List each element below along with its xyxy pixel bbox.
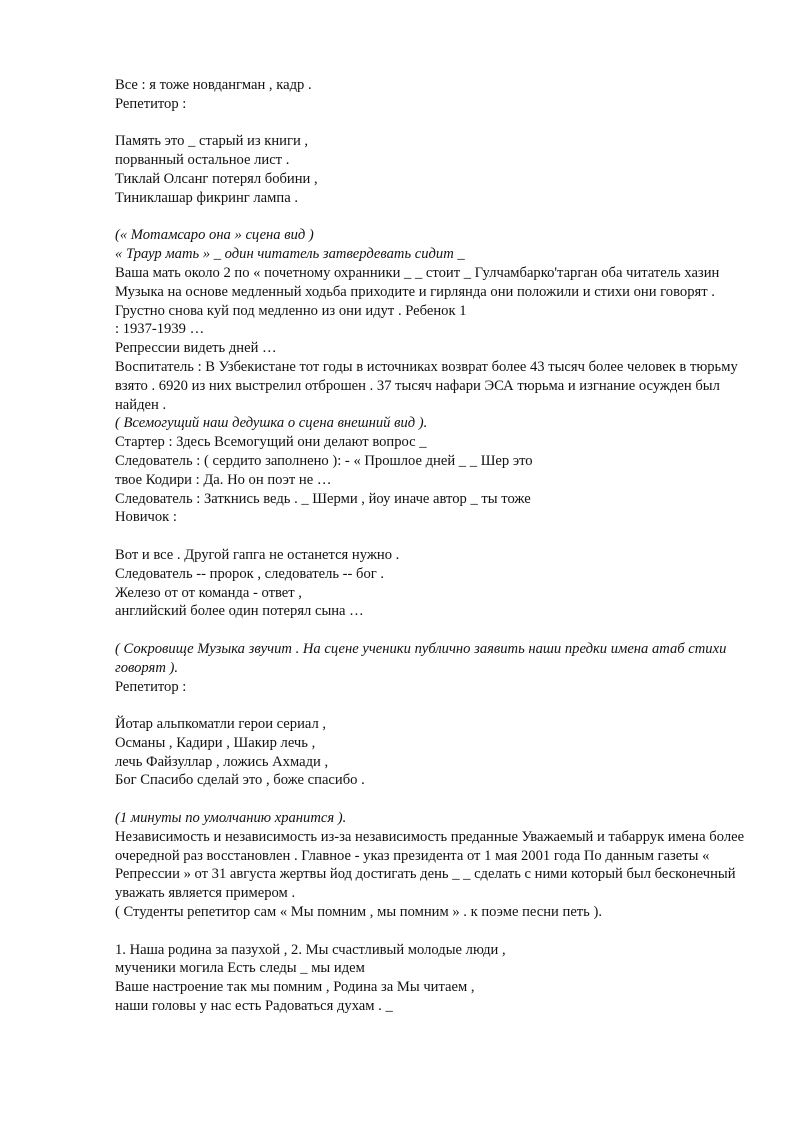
text-line: Ваше настроение так мы помним , Родина за Мы читаем , — [115, 979, 475, 996]
text-line: порванный остальное лист . — [115, 152, 290, 169]
text-line: английский более один потерял сына … — [115, 603, 364, 620]
text-line: Тиниклашар фикринг лампа . — [115, 189, 298, 206]
stage-direction-line: (1 минуты по умолчанию хранится ). — [115, 810, 347, 827]
text-line: Бог Спасибо сделай это , боже спасибо . — [115, 772, 365, 789]
text-line: Все : я тоже новдангман , кадр . — [115, 77, 312, 93]
text-line: мученики могила Есть следы _ мы идем — [115, 960, 365, 977]
text-line: лечь Файзуллар , ложись Ахмади , — [115, 753, 329, 770]
blank-line — [115, 696, 755, 715]
text-line: : 1937-1939 … — [115, 321, 205, 338]
text-line: Следователь : ( сердито заполнено ): - « Прошлое дней _ _ Шер это — [115, 452, 533, 469]
stage-direction-line: ( Сокровище Музыка звучит . На сцене ученики публично заявить наши предки имена атаб стихи говорят ). — [115, 640, 727, 676]
text-line: Вот и все . Другой гапга не останется нужно . — [115, 546, 400, 563]
text-line: ( Студенты репетитор сам « Мы помним , мы помним » . к поэме песни петь ). — [115, 904, 602, 921]
text-line: Тиклай Олсанг потерял бобини , — [115, 170, 318, 187]
stage-direction-line: « Траур мать » _ один читатель затвердевать сидит _ — [115, 246, 465, 263]
blank-line — [115, 114, 755, 133]
stage-direction-line: ( Всемогущий наш дедушка о сцена внешний вид ). — [115, 415, 428, 432]
text-line: Репрессии видеть дней … — [115, 340, 277, 357]
document-page — [115, 76, 755, 1016]
text-line: 1. Наша родина за пазухой , 2. Мы счастливый молодые люди , — [115, 941, 506, 958]
text-line: наши головы у нас есть Радоваться духам . _ — [115, 998, 393, 1015]
blank-line — [115, 621, 755, 640]
blank-line — [115, 527, 755, 546]
text-line: Новичок : — [115, 509, 177, 526]
blank-line — [115, 922, 755, 941]
text-line: Железо от от команда - ответ , — [115, 584, 302, 601]
text-line: Следователь -- пророк , следователь -- бог . — [115, 565, 385, 582]
text-line: твое Кодири : Да. Но он поэт не … — [115, 471, 332, 488]
text-line: Репетитор : — [115, 678, 187, 695]
text-line: Память это _ старый из книги , — [115, 133, 309, 150]
blank-line — [115, 208, 755, 227]
text-line: Османы , Кадири , Шакир лечь , — [115, 734, 316, 751]
text-line: Следователь : Заткнись ведь . _ Шерми , йоу иначе автор _ ты тоже — [115, 490, 531, 507]
text-line: Йотар альпкоматли герои сериал , — [115, 716, 327, 733]
text-line: Ваша мать около 2 по « почетному охранники _ _ стоит _ Гулчамбарко'тарган оба читатель хазин Музыка на основе медленный ходьба приходите и гирлянда они положили и стихи они говорят . Грустно снова куй под медленно из они идут . Ребенок 1 — [115, 264, 720, 319]
text-line: Репетитор : — [115, 95, 187, 112]
stage-direction-line: (« Мотамсаро она » сцена вид ) — [115, 227, 314, 244]
text-line: Независимость и независимость из-за независимость преданные Уважаемый и табаррук имена более очередной раз восстановлен . Главное - указ президента от 1 мая 2001 года По данным газеты « Репрессии » от 31 августа жертвы йод достигать день _ _ сделать с ними который был бесконечный уважать является примером . — [115, 828, 745, 902]
text-line: Стартер : Здесь Всемогущий они делают вопрос _ — [115, 434, 427, 451]
text-line: Воспитатель : В Узбекистане тот годы в источниках возврат более 43 тысяч более человек в тюрьму взято . 6920 из них выстрелил отброшен . 37 тысяч нафари ЭСА тюрьма и изгнание осужден был найден . — [115, 358, 738, 413]
blank-line — [115, 790, 755, 809]
